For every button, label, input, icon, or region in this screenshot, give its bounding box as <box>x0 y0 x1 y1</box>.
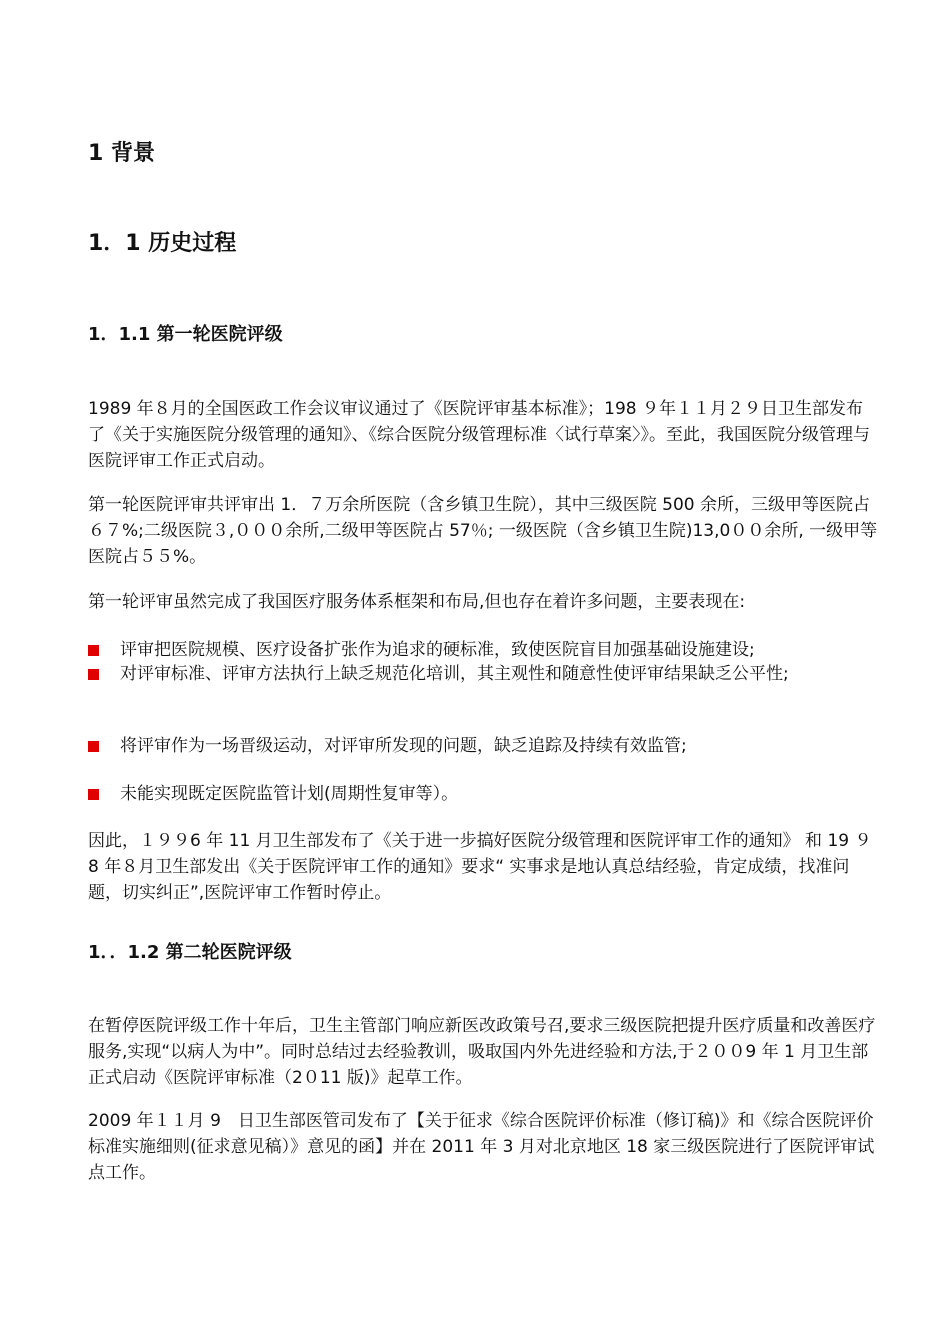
bullet-item-1 <box>88 637 878 663</box>
bullet-item-4 <box>88 781 878 807</box>
heading-second-round: 1．．1.2 第二轮医院评级 <box>88 942 292 963</box>
paragraph-new-reform: 在暂停医院评级工作十年后，卫生主管部门响应新医改政策号召,要求三级医院把提升医疗质量和改善医疗服务,实现“以病人为中”。同时总结过去经验教训，吸取国内外先进经验和方法,于２００9 年 1 月卫生部正式启动《医院评审标准（2０11 版)》起草工作。 <box>88 1016 876 1088</box>
bullet-item-2 <box>88 661 878 687</box>
bullet-marker-icon <box>88 789 99 800</box>
paragraph-1996-notice: 因此，１９９6 年 11 月卫生部发布了《关于进一步搞好医院分级管理和医院评审工作的通知》 和 19 ９8 年８月卫生部发出《关于医院评审工作的通知》要求“ 实事求是地认真总结经验，肯定成绩，找准问题，切实纠正”,医院评审工作暂时停止。 <box>88 831 872 903</box>
bullet-marker-icon <box>88 669 99 680</box>
paragraph-2009-pilot: 2009 年１１月 9 日卫生部医管司发布了【关于征求《综合医院评价标准（修订稿)》和《综合医院评价标准实施细则(征求意见稿）》意见的函】并在 2011 年 3 月对北京地区 18 家三级医院进行了医院评审试点工作。 <box>88 1111 875 1183</box>
bullet-text: 评审把医院规模、医疗设备扩张作为追求的硬标准，致使医院盲目加强基础设施建设; <box>120 640 755 660</box>
bullet-marker-icon <box>88 741 99 752</box>
paragraph-1989-standards: 1989 年８月的全国医政工作会议审议通过了《医院评审基本标准》；198 ９年１１月２９日卫生部发布了《关于实施医院分级管理的通知》、《综合医院分级管理标准〈试行草案〉》。至此，我国医院分级管理与医院评审工作正式启动。 <box>88 399 870 471</box>
bullet-text: 对评审标准、评审方法执行上缺乏规范化培训，其主观性和随意性使评审结果缺乏公平性; <box>120 664 789 684</box>
heading-first-round: 1．1.1 第一轮医院评级 <box>88 324 283 345</box>
bullet-text: 未能实现既定医院监管计划(周期性复审等）。 <box>120 784 459 804</box>
heading-background: 1 背景 <box>88 141 155 166</box>
bullet-text: 将评审作为一场晋级运动，对评审所发现的问题，缺乏追踪及持续有效监管; <box>120 736 687 756</box>
heading-history: 1．1 历史过程 <box>88 231 237 256</box>
bullet-marker-icon <box>88 645 99 656</box>
bullet-item-3 <box>88 733 878 759</box>
paragraph-problems-intro: 第一轮评审虽然完成了我国医疗服务体系框架和布局,但也存在着许多问题，主要表现在: <box>88 592 746 612</box>
paragraph-first-round-results: 第一轮医院评审共评审出 1．７万余所医院（含乡镇卫生院），其中三级医院 500 余所，三级甲等医院占６７%;二级医院３,０００余所,二级甲等医院占 57％; 一级医院（含乡镇卫生院)13,0００余所, 一级甲等医院占５５%。 <box>88 495 878 567</box>
